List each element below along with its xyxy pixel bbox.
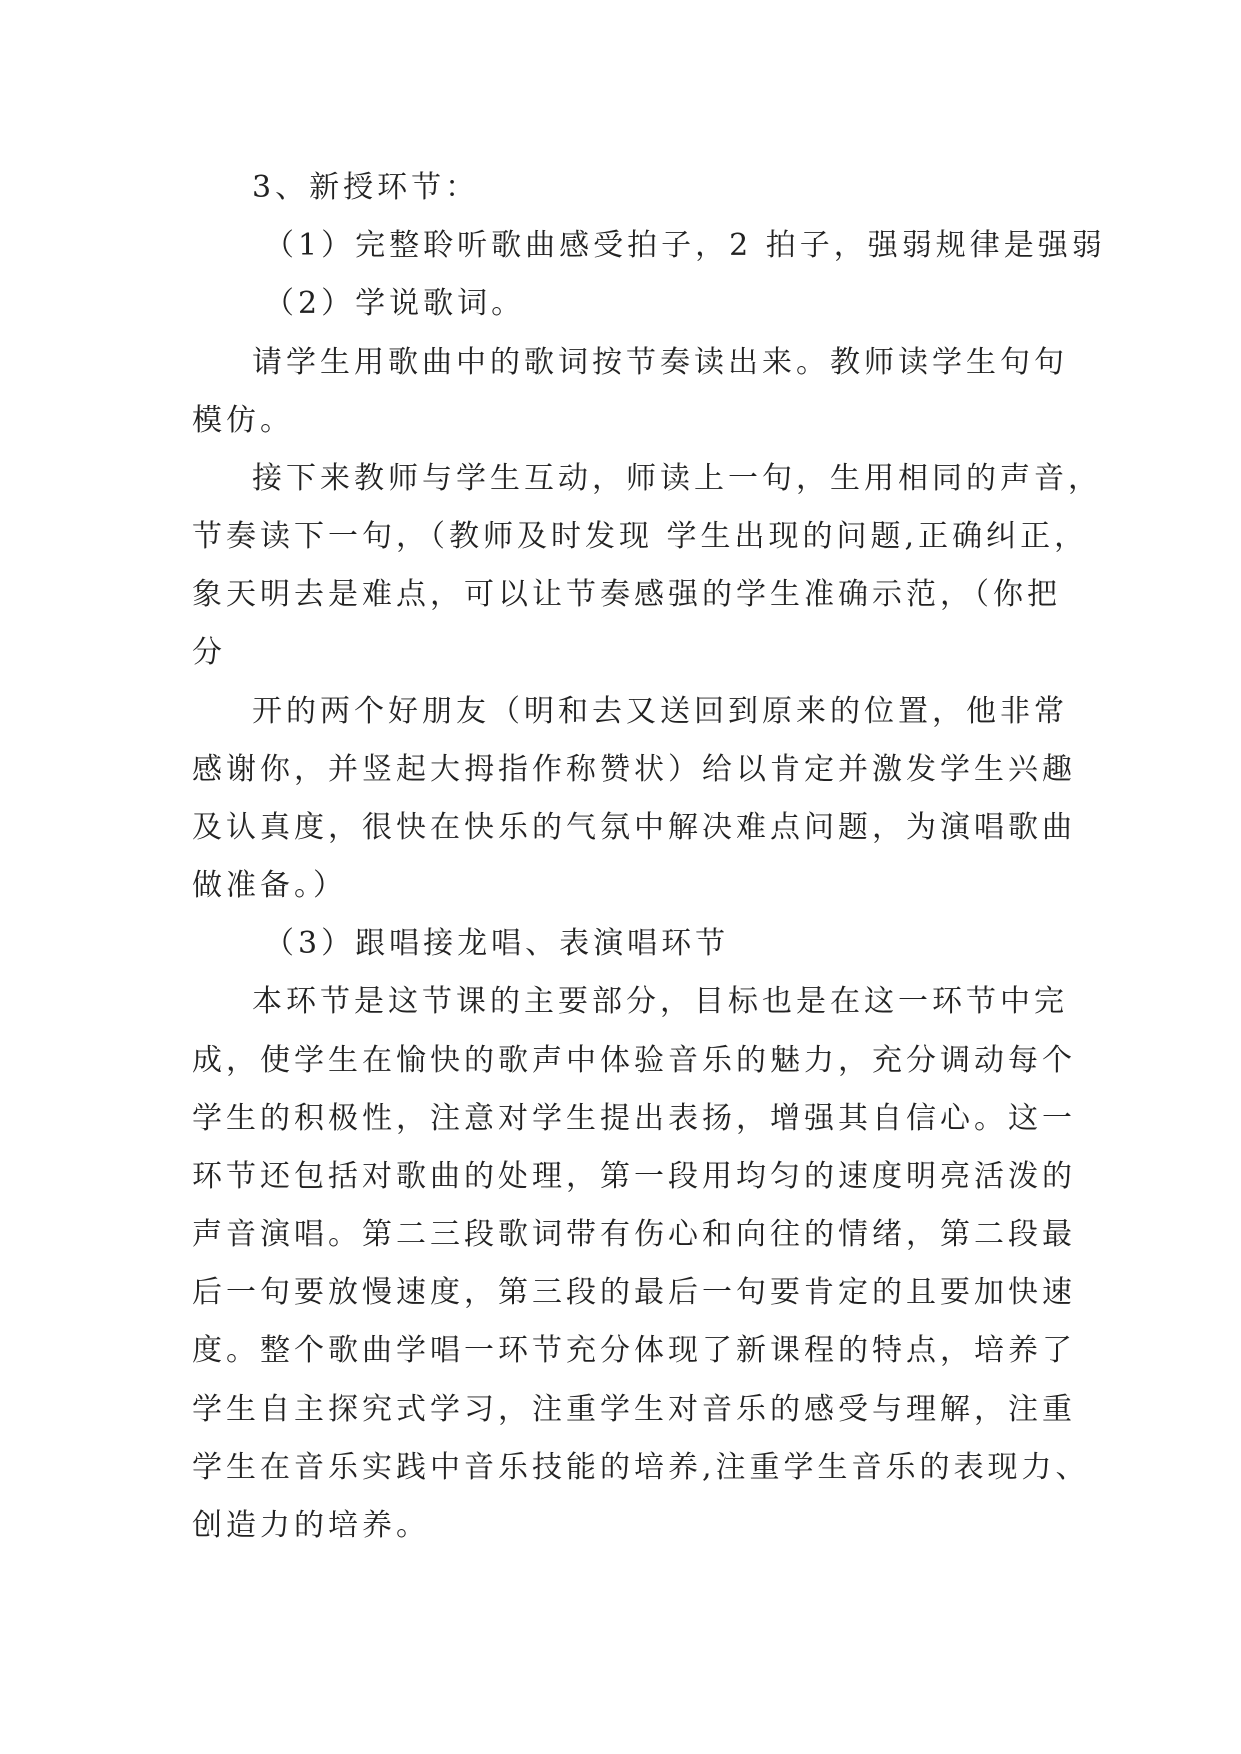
- paragraph-line: 请学生用歌曲中的歌词按节奏读出来。教师读学生句句: [252, 345, 1068, 380]
- paragraph-line: 接下来教师与学生互动，师读上一句，生用相同的声音，: [252, 461, 1102, 496]
- paragraph-line: 做准备。）: [192, 868, 347, 903]
- paragraph-line: 成，使学生在愉快的歌声中体验音乐的魅力，充分调动每个: [192, 1043, 1076, 1078]
- paragraph-line: 后一句要放慢速度，第三段的最后一句要肯定的且要加快速: [192, 1275, 1076, 1310]
- paragraph-line: 象天明去是难点，可以让节奏感强的学生准确示范，（你把: [192, 577, 1061, 612]
- paragraph-line: 度。整个歌曲学唱一环节充分体现了新课程的特点，培养了: [192, 1333, 1076, 1368]
- paragraph-line: 本环节是这节课的主要部分，目标也是在这一环节中完: [252, 984, 1068, 1019]
- paragraph-line: 及认真度，很快在快乐的气氛中解决难点问题，为演唱歌曲: [192, 810, 1076, 845]
- paragraph-line: 开的两个好朋友（明和去又送回到原来的位置，他非常: [252, 694, 1068, 729]
- paragraph-line: （1）完整聆听歌曲感受拍子，2 拍子，强弱规律是强弱: [264, 228, 1106, 263]
- paragraph-line: 感谢你，并竖起大拇指作称赞状）给以肯定并激发学生兴趣: [192, 752, 1076, 787]
- paragraph-line: 环节还包括对歌曲的处理，第一段用均匀的速度明亮活泼的: [192, 1159, 1076, 1194]
- paragraph-line: 声音演唱。第二三段歌词带有伤心和向往的情绪，第二段最: [192, 1217, 1076, 1252]
- paragraph-line: 模仿。: [192, 403, 294, 438]
- section-heading-new-teaching: 3、新授环节：: [252, 170, 480, 205]
- paragraph-line: 分: [192, 635, 226, 670]
- paragraph-line: （3）跟唱接龙唱、表演唱环节: [264, 926, 730, 961]
- paragraph-line: 创造力的培养。: [192, 1508, 430, 1543]
- paragraph-line: 节奏读下一句，（教师及时发现 学生出现的问题,正确纠正，: [192, 519, 1089, 554]
- paragraph-line: 学生在音乐实践中音乐技能的培养,注重学生音乐的表现力、: [192, 1450, 1090, 1485]
- paragraph-line: 学生自主探究式学习，注重学生对音乐的感受与理解，注重: [192, 1392, 1076, 1427]
- paragraph-line: 学生的积极性，注意对学生提出表扬，增强其自信心。这一: [192, 1101, 1076, 1136]
- paragraph-line: （2）学说歌词。: [264, 286, 526, 321]
